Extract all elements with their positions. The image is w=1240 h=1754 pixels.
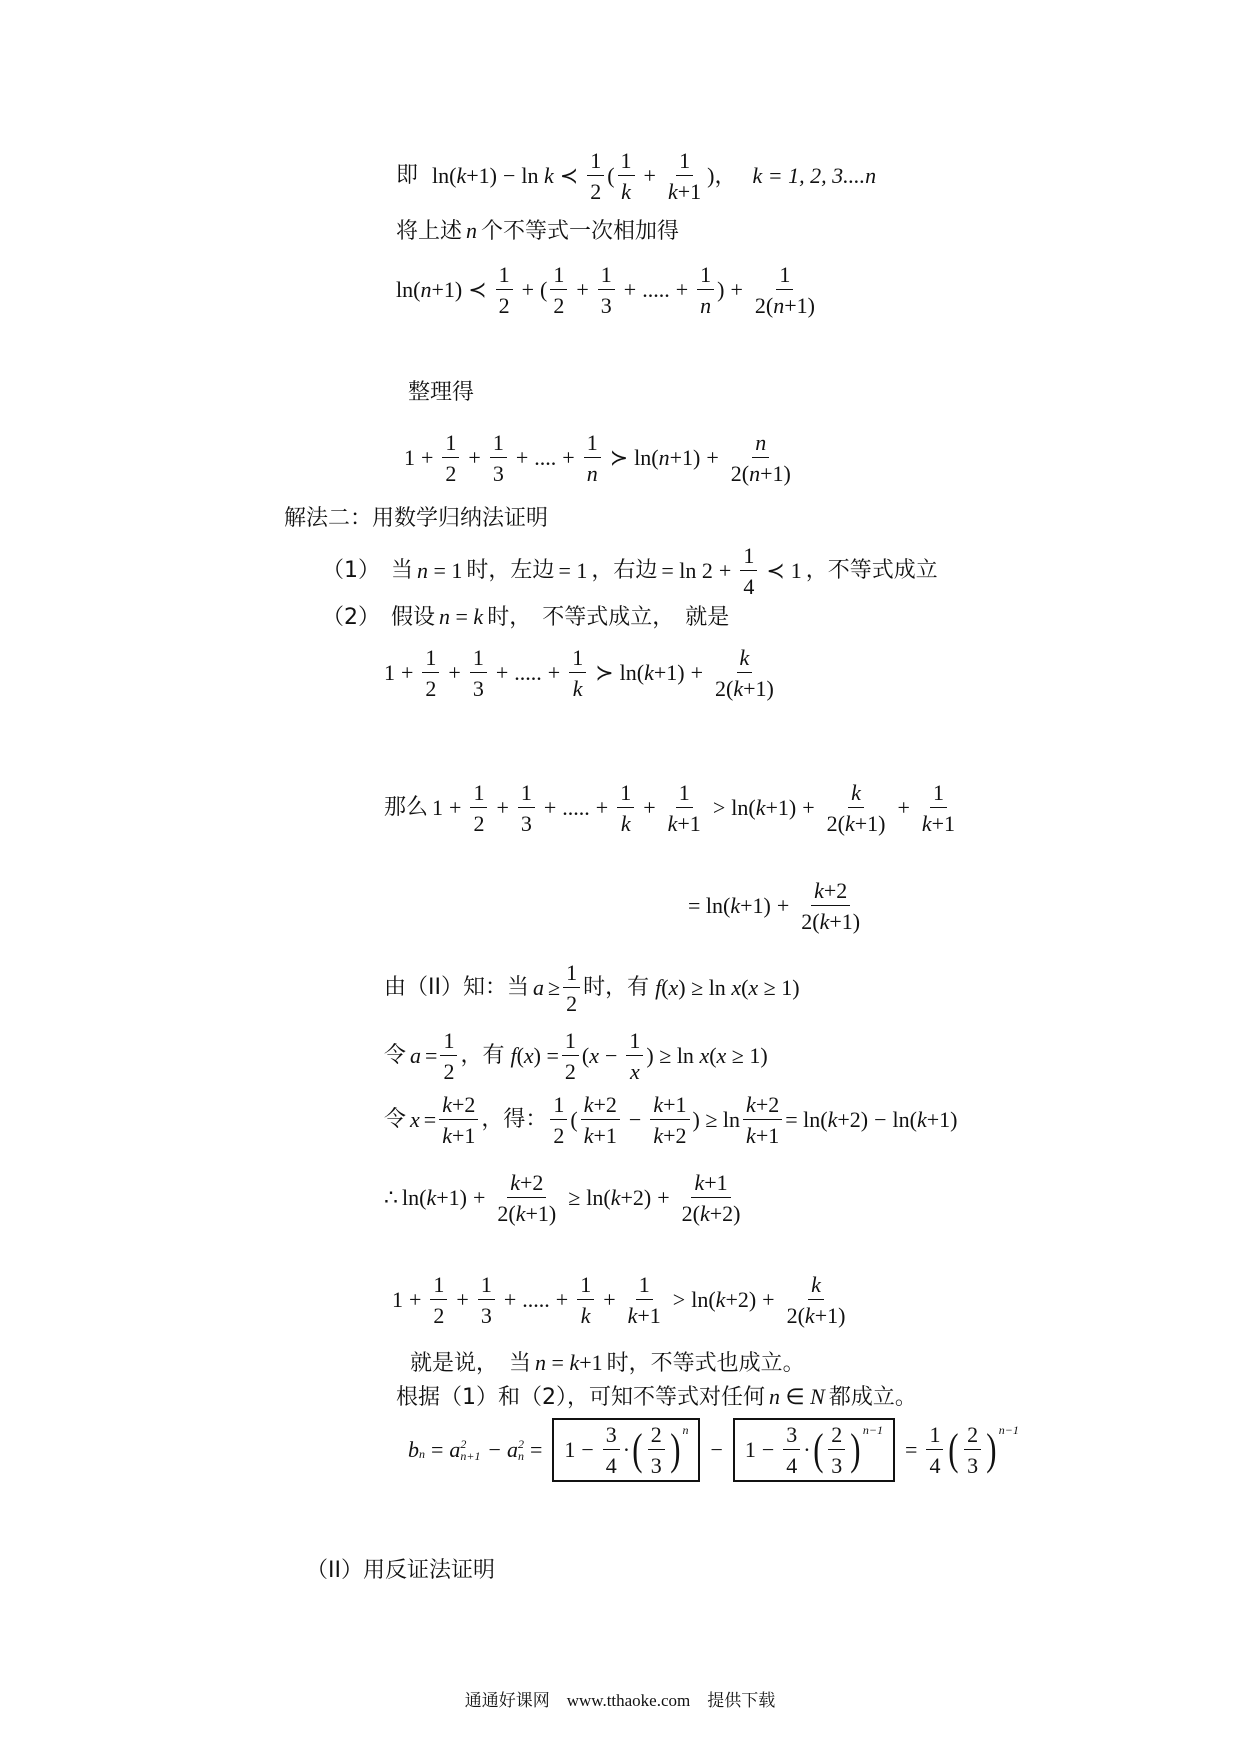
text-rest: 个不等式一次相加得: [481, 219, 680, 244]
eq-line-9: 1 + $\frac{1}{2}$ + $\frac{1}{3}$ + ..... + $\frac{1}{k}$ ≻ ln( k +1) + $\frac{k}{2(k+1)}$: [384, 645, 774, 702]
text-line-6: 解法二：用数学归纳法证明: [284, 506, 549, 531]
text-chengli: ，不等式成立: [805, 558, 938, 584]
eq-line-7: （1） 当 n = 1 时，左边 = 1 ，右边 = ln 2 + $\frac{1}{4}$ ≺ 1 ，不等式成立: [322, 543, 938, 600]
text-you-ii: 由（II）知：当: [384, 975, 529, 1001]
text-jiushi: 时， 不等式成立， 就是: [487, 605, 730, 630]
bracket-group-2: 1 − $\frac{3}{4}$ · ( $\frac{2}{3}$ ) n−1: [733, 1418, 895, 1482]
eq-line-8: （2） 假设 n = k 时， 不等式成立， 就是: [322, 604, 730, 630]
text-douchengli: 都成立。: [828, 1385, 917, 1410]
var-n: n: [466, 218, 478, 243]
eq-line-12: 由（II）知：当 a ≥ $\frac{1}{2}$ 时，有 f(x) ≥ ln x(x ≥ 1): [384, 960, 800, 1017]
eq-line-10: 那么 1 + $\frac{1}{2}$ + $\frac{1}{3}$ + ..... + $\frac{1}{k}$ + $\frac{1}{k+1}$ > ln( k +1) + $\frac{k}{2(k+1)}$ + $\frac{1}{k+1}$: [384, 780, 956, 837]
eq-line-1: 即 ln( k +1) − ln k ≺ $\frac{1}{2}$ ( $\frac{1}{k}$ + $\frac{1}{k+1}$ )， k = 1, 2, 3....n: [396, 148, 877, 205]
eq-line-15: ∴ ln( k +1) + $\frac{k+2}{2(k+1)}$ ≥ ln( k +2) + $\frac{k+1}{2(k+2)}$: [384, 1170, 741, 1227]
text-jiashe: （2） 假设: [322, 605, 435, 630]
text-yechengli: 时，不等式也成立。: [606, 1351, 805, 1376]
eq-line-13: 令 a = $\frac{1}{2}$ ，有 f ( x ) = $\frac{1}{2}$ ( x − $\frac{1}{x}$ ) ≥ ln x ( x ≥ 1): [384, 1028, 768, 1085]
text-you: ，有: [460, 1043, 505, 1069]
k-range: k = 1, 2, 3....n: [752, 163, 877, 189]
text-ji: 即: [396, 163, 419, 189]
text-jiushishuo: 就是说， 当: [410, 1351, 532, 1376]
text-line-20: （II）用反证法证明: [306, 1558, 495, 1583]
text-line-4: 整理得: [408, 380, 475, 405]
therefore-symbol: ∴: [384, 1185, 398, 1211]
bracket-group-1: 1 − $\frac{3}{4}$ · ( $\frac{2}{3}$ ) n: [552, 1418, 700, 1482]
text-zuobian: 时，左边: [466, 558, 555, 584]
text-jiangshangshu: 将上述: [396, 219, 463, 244]
eq-line-14: 令 x = $\frac{k+2}{k+1}$ ，得： $\frac{1}{2}$ ( $\frac{k+2}{k+1}$ − $\frac{k+1}{k+2}$ ) ≥ ln $\frac{k+2}{k+1}$ = ln( k +2) − ln( k +1): [384, 1092, 958, 1149]
text-shi-you: 时，有: [583, 975, 650, 1001]
text-ling-2: 令: [384, 1107, 407, 1133]
eq-line-5: 1 + $\frac{1}{2}$ + $\frac{1}{3}$ + .... + $\frac{1}{n}$ ≻ ln( n +1) + $\frac{n}{2(n+1)}$: [404, 430, 791, 487]
eq-line-3: ln( n +1) ≺ $\frac{1}{2}$ + ( $\frac{1}{2}$ + $\frac{1}{3}$ + ..... + $\frac{1}{n}$ ) + $\frac{1}{2(n+1)}$: [396, 262, 815, 319]
eq-line-11: = ln( k +1) + $\frac{k+2}{2(k+1)}$: [688, 878, 861, 935]
text-line-17: 就是说， 当 n = k+1 时，不等式也成立。: [410, 1350, 805, 1376]
text-name: 那么: [384, 795, 429, 821]
text-genju: 根据（1）和（2），可知不等式对任何: [396, 1385, 765, 1410]
text-youbian: ，右边: [591, 558, 658, 584]
eq-line-16: 1 + $\frac{1}{2}$ + $\frac{1}{3}$ + ..... + $\frac{1}{k}$ + $\frac{1}{k+1}$ > ln( k +2) + $\frac{k}{2(k+1)}$: [392, 1272, 846, 1329]
eq-line-19: b n = a 2 n+1 − a 2 n = 1 − $\frac{3}{4}$ · ( $\frac{2}{3}$ ) n − 1 − $\frac{3}{4}$ · ( $\frac{2}{3}$ ) n−1 = $\frac{1}{4}$ ( $\frac{2}{3}$ ) n−1: [408, 1418, 1019, 1482]
text-de: ，得：: [481, 1107, 548, 1133]
text-ling-1: 令: [384, 1043, 407, 1069]
text-line-2: [396, 220, 679, 243]
text-line-18: 根据（1）和（2），可知不等式对任何 n ∈ N 都成立。: [396, 1384, 917, 1410]
page-footer: 通通好课网 www.tthaoke.com 提供下载: [464, 1691, 776, 1710]
text-dang: （1） 当: [322, 558, 413, 584]
